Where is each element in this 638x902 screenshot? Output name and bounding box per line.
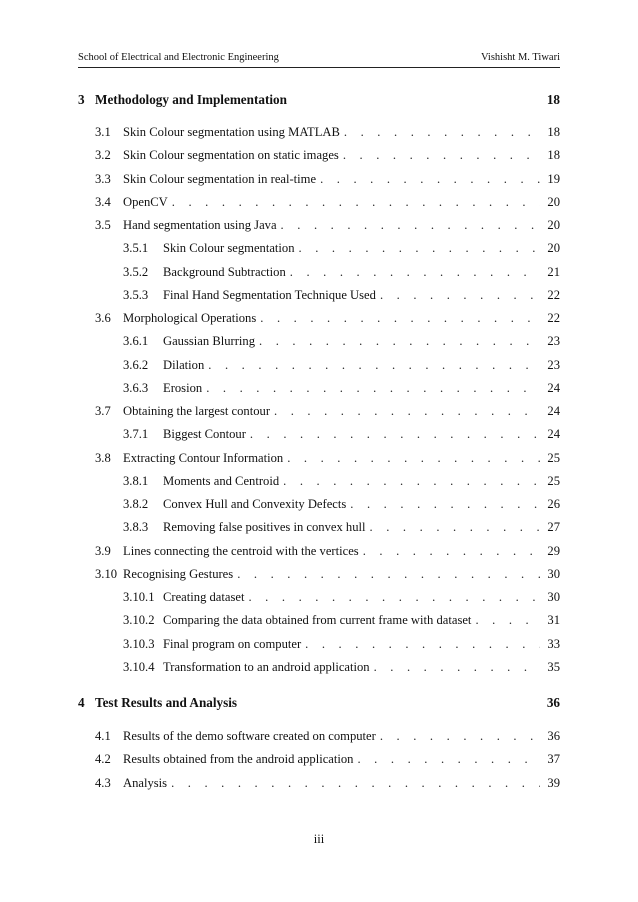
toc-title: OpenCV — [123, 195, 168, 209]
toc-page-number: 23 — [547, 334, 560, 348]
toc-title: Comparing the data obtained from current frame with dataset — [163, 613, 472, 627]
toc-page-number: 24 — [547, 427, 560, 441]
toc-title: Skin Colour segmentation using MATLAB — [123, 125, 340, 139]
toc-subsection[interactable] — [78, 241, 560, 259]
toc-number: 4.3 — [95, 776, 111, 790]
toc-title: Moments and Centroid — [163, 474, 280, 488]
toc-number: 4.2 — [95, 752, 111, 766]
toc-dot-leader — [281, 218, 540, 233]
toc-subsection[interactable] — [78, 358, 560, 376]
toc-title: Hand segmentation using Java — [123, 218, 277, 232]
toc-number: 3.7 — [95, 404, 111, 418]
toc-subsection[interactable] — [78, 427, 560, 445]
toc-number: 3.10.2 — [123, 613, 155, 627]
toc-title: Removing false positives in convex hull — [163, 520, 366, 534]
toc-subsection[interactable] — [78, 497, 560, 515]
toc-page-number: 25 — [547, 474, 560, 488]
toc-title: Final Hand Segmentation Technique Used — [163, 288, 376, 302]
toc-number: 3.7.1 — [123, 427, 149, 441]
toc-title: Recognising Gestures — [123, 567, 234, 581]
toc-page-number: 22 — [547, 288, 560, 302]
toc-dot-leader — [208, 358, 540, 373]
toc-title: Erosion — [163, 381, 203, 395]
toc-number: 3.6.2 — [123, 358, 149, 372]
toc-page-number: 26 — [547, 497, 560, 511]
toc-dot-leader — [344, 125, 540, 140]
toc-dot-leader — [248, 590, 540, 605]
toc-dot-leader — [237, 567, 540, 582]
toc-section[interactable] — [78, 451, 560, 469]
toc-title: Skin Colour segmentation — [163, 241, 295, 255]
toc-title: Gaussian Blurring — [163, 334, 255, 348]
header-institution: School of Electrical and Electronic Engineering — [78, 52, 279, 63]
toc-dot-leader — [305, 637, 540, 652]
toc-dot-leader — [475, 613, 540, 628]
toc-page-number: 30 — [547, 590, 560, 604]
toc-section[interactable] — [78, 125, 560, 143]
toc-page-number: 36 — [547, 729, 560, 743]
toc-title: Morphological Operations — [123, 311, 257, 325]
toc-subsection[interactable] — [78, 613, 560, 631]
toc-number: 3.5.2 — [123, 265, 149, 279]
toc-number: 3 — [78, 92, 85, 107]
toc-dot-leader — [283, 474, 540, 489]
toc-page-number: 23 — [547, 358, 560, 372]
toc-subsection[interactable] — [78, 288, 560, 306]
toc-dot-leader — [320, 172, 540, 187]
toc-dot-leader — [172, 195, 540, 210]
toc-title: Final program on computer — [163, 637, 302, 651]
toc-number: 3.2 — [95, 148, 111, 162]
toc-number: 3.6.3 — [123, 381, 149, 395]
toc-number: 4 — [78, 695, 85, 710]
toc-page-number: 24 — [547, 404, 560, 418]
toc-section[interactable] — [78, 776, 560, 794]
toc-dot-leader — [370, 520, 540, 535]
toc-number: 3.4 — [95, 195, 111, 209]
toc-dot-leader — [287, 451, 540, 466]
toc-page-number: 29 — [547, 544, 560, 558]
header-author: Vishisht M. Tiwari — [480, 52, 560, 63]
toc-number: 3.5 — [95, 218, 111, 232]
toc-page-number: 39 — [547, 776, 560, 790]
toc-subsection[interactable] — [78, 334, 560, 352]
toc-section[interactable] — [78, 172, 560, 190]
toc-dot-leader — [343, 148, 540, 163]
toc-number: 3.5.1 — [123, 241, 149, 255]
toc-title: Lines connecting the centroid with the vertices — [123, 544, 359, 558]
toc-number: 3.3 — [95, 172, 111, 186]
toc-page-number: 36 — [546, 695, 560, 710]
toc-page-number: 30 — [547, 567, 560, 581]
toc-number: 3.10.4 — [123, 660, 155, 674]
toc-number: 3.10.1 — [123, 590, 155, 604]
toc-number: 3.8.3 — [123, 520, 149, 534]
toc-dot-leader — [290, 265, 540, 280]
toc-number: 3.8.1 — [123, 474, 149, 488]
toc-title: Transformation to an android application — [163, 660, 370, 674]
toc-title: Results of the demo software created on computer — [123, 729, 376, 743]
toc-number: 3.10.3 — [123, 637, 155, 651]
toc-title: Obtaining the largest contour — [123, 404, 271, 418]
toc-page-number: 37 — [547, 752, 560, 766]
toc-section[interactable] — [78, 544, 560, 562]
toc-number: 3.9 — [95, 544, 111, 558]
toc-dot-leader — [274, 404, 540, 419]
toc-number: 3.6 — [95, 311, 111, 325]
toc-page-number: 18 — [547, 125, 560, 139]
toc-page-number: 24 — [547, 381, 560, 395]
toc-subsection[interactable] — [78, 381, 560, 399]
toc-dot-leader — [380, 288, 540, 303]
toc-number: 4.1 — [95, 729, 111, 743]
toc-number: 3.10 — [95, 567, 118, 581]
toc-dot-leader — [380, 729, 540, 744]
toc-title: Convex Hull and Convexity Defects — [163, 497, 347, 511]
toc-page-number: 20 — [547, 218, 560, 232]
toc-section[interactable] — [78, 752, 560, 770]
toc-dot-leader — [299, 241, 540, 256]
toc-page-number: 18 — [546, 92, 560, 107]
toc-number: 3.6.1 — [123, 334, 149, 348]
toc-title: Results obtained from the android application — [123, 752, 354, 766]
toc-section[interactable] — [78, 195, 560, 213]
toc-page-number: 27 — [547, 520, 560, 534]
toc-title: Analysis — [123, 776, 168, 790]
toc-title: Test Results and Analysis — [95, 695, 238, 710]
toc-page-number: 25 — [547, 451, 560, 465]
table-of-contents — [78, 0, 560, 902]
toc-dot-leader — [350, 497, 540, 512]
toc-subsection[interactable] — [78, 520, 560, 538]
toc-dot-leader — [374, 660, 540, 675]
toc-section[interactable] — [78, 311, 560, 329]
toc-page-number: 33 — [547, 637, 560, 651]
toc-section[interactable] — [78, 148, 560, 166]
page-number: iii — [313, 832, 325, 846]
toc-page-number: 18 — [547, 148, 560, 162]
toc-title: Dilation — [163, 358, 205, 372]
toc-page-number: 20 — [547, 241, 560, 255]
toc-section[interactable] — [78, 404, 560, 422]
toc-dot-leader — [206, 381, 540, 396]
toc-chapter[interactable] — [78, 92, 560, 110]
toc-dot-leader — [363, 544, 540, 559]
toc-section[interactable] — [78, 567, 560, 585]
toc-section[interactable] — [78, 729, 560, 747]
toc-title: Biggest Contour — [163, 427, 246, 441]
toc-page-number: 21 — [547, 265, 560, 279]
toc-section[interactable] — [78, 218, 560, 236]
toc-page-number: 22 — [547, 311, 560, 325]
toc-subsection[interactable] — [78, 474, 560, 492]
toc-number: 3.8.2 — [123, 497, 149, 511]
toc-title: Skin Colour segmentation on static images — [123, 148, 339, 162]
toc-title: Background Subtraction — [163, 265, 286, 279]
toc-number: 3.8 — [95, 451, 111, 465]
toc-title: Methodology and Implementation — [95, 92, 287, 107]
toc-page-number: 31 — [547, 613, 560, 627]
toc-subsection[interactable] — [78, 590, 560, 608]
toc-number: 3.1 — [95, 125, 111, 139]
toc-subsection[interactable] — [78, 660, 560, 678]
toc-title: Extracting Contour Information — [123, 451, 284, 465]
toc-subsection[interactable] — [78, 265, 560, 283]
toc-page-number: 35 — [547, 660, 560, 674]
toc-number: 3.5.3 — [123, 288, 149, 302]
toc-title: Skin Colour segmentation in real-time — [123, 172, 317, 186]
toc-dot-leader — [357, 752, 540, 767]
toc-dot-leader — [260, 311, 540, 326]
toc-dot-leader — [171, 776, 540, 791]
toc-dot-leader — [259, 334, 540, 349]
toc-chapter[interactable] — [78, 695, 560, 713]
toc-page-number: 20 — [547, 195, 560, 209]
toc-subsection[interactable] — [78, 637, 560, 655]
toc-page-number: 19 — [547, 172, 560, 186]
toc-dot-leader — [250, 427, 540, 442]
toc-title: Creating dataset — [163, 590, 245, 604]
